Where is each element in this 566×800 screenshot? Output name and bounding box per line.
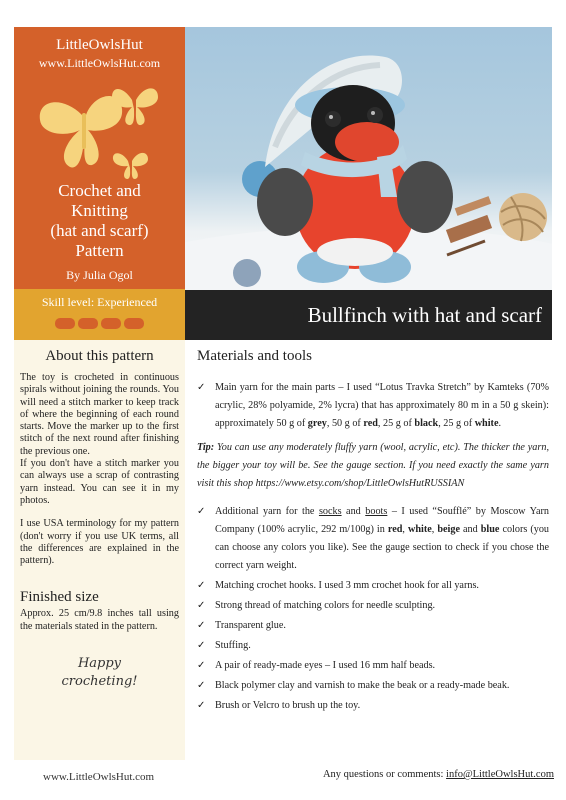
- list-item: [197, 379, 549, 433]
- pattern-title: [14, 181, 185, 285]
- item-text: – I used “Soufflé” by Moscow Yarn Company (100% acrylic, 292 m/100g) in: [215, 506, 549, 535]
- title-bar: [185, 290, 552, 340]
- skill-level-indicator: [14, 318, 185, 329]
- about-paragraph: The toy is crocheted in continuous spirals without joining the rounds. You will need a stitch marker to keep track of where the beginning of each round starts. Move the marker up to the first stitch of the next round after finishing the previous one.: [20, 372, 179, 457]
- color-red: red: [387, 524, 403, 535]
- check-icon: ✓: [197, 580, 206, 591]
- brand-name: LittleOwlsHut: [56, 37, 143, 53]
- check-icon: ✓: [197, 620, 206, 631]
- item-text: .: [498, 418, 502, 429]
- skill-pill: [55, 318, 75, 329]
- item-text: ,: [431, 524, 438, 535]
- list-item: [197, 637, 549, 655]
- color-white: white: [407, 524, 432, 535]
- color-grey: grey: [307, 418, 327, 429]
- right-column: [197, 340, 549, 717]
- skill-level-bar: [14, 289, 185, 340]
- item-text: and: [341, 506, 366, 517]
- left-column: [14, 340, 185, 760]
- item-text: Transparent glue.: [215, 620, 286, 631]
- color-black: black: [414, 418, 439, 429]
- pattern-title-line: Knitting: [71, 201, 128, 220]
- check-icon: ✓: [197, 382, 206, 393]
- finished-size-heading: Finished size: [20, 589, 99, 606]
- item-text: A pair of ready-made eyes – I used 16 mm half beads.: [215, 660, 436, 671]
- socks-link-text: socks: [318, 506, 342, 517]
- tip-text: You can use any moderately fluffy yarn (wool, acrylic, etc). The thicker the yarn, the bigger your toy will be. See the gauge section. If you need exactly the same yarn visit this shop https://www.etsy.com/shop/LittleOwlsHutRUSSIAN: [197, 442, 549, 489]
- skill-pill: [101, 318, 121, 329]
- footer-contact: [323, 769, 554, 780]
- list-item: [197, 657, 549, 675]
- check-icon: ✓: [197, 680, 206, 691]
- list-item: [197, 503, 549, 575]
- materials-list: [197, 503, 549, 715]
- item-text: Additional yarn for the: [215, 506, 319, 517]
- item-text: Stuffing.: [215, 640, 251, 651]
- pattern-title-line: Pattern: [75, 241, 124, 260]
- color-blue: blue: [480, 524, 500, 535]
- happy-crocheting: [14, 655, 185, 691]
- item-text: Black polymer clay and varnish to make the beak or a ready-made beak.: [215, 680, 510, 691]
- materials-heading: Materials and tools: [197, 348, 312, 364]
- skill-level-label: Skill level: Experienced: [41, 295, 158, 309]
- tip-paragraph: [197, 439, 549, 493]
- check-icon: ✓: [197, 640, 206, 651]
- check-icon: ✓: [197, 506, 206, 517]
- list-item: [197, 577, 549, 595]
- item-text: ,: [402, 524, 408, 535]
- materials-list: [197, 379, 549, 433]
- color-red: red: [363, 418, 378, 429]
- check-icon: ✓: [197, 660, 206, 671]
- item-text: and: [459, 524, 481, 535]
- item-text: Brush or Velcro to brush up the toy.: [215, 700, 361, 711]
- about-paragraph: I use USA terminology for my pattern (don't worry if you use UK terms, all the differences are explained in the pattern).: [20, 518, 179, 567]
- item-text: , 50 g of: [326, 418, 364, 429]
- pattern-name: Bullfinch with hat and scarf: [307, 302, 542, 327]
- pattern-author: By Julia Ogol: [66, 268, 133, 282]
- footer: [0, 765, 566, 787]
- about-paragraph: If you don't have a stitch marker you can always use a scrap of contrasting yarn instead. You can see it in my photos.: [20, 458, 179, 506]
- list-item: [197, 617, 549, 635]
- check-icon: ✓: [197, 700, 206, 711]
- list-item: [197, 697, 549, 715]
- color-white: white: [474, 418, 499, 429]
- boots-link-text: boots: [365, 506, 388, 517]
- pattern-title-line: Crochet and: [58, 181, 141, 200]
- item-text: Strong thread of matching colors for needle sculpting.: [215, 600, 436, 611]
- brand-panel: [14, 27, 185, 289]
- item-text: , 25 g of: [438, 418, 475, 429]
- bullfinch-photo: [185, 27, 552, 290]
- butterfly-icon: [32, 75, 172, 195]
- finished-size-body: Approx. 25 cm/9.8 inches tall using the materials stated in the pattern.: [20, 608, 179, 632]
- contact-email-link[interactable]: info@LittleOwlsHut.com: [446, 769, 554, 780]
- happy-line: Happy: [77, 656, 122, 672]
- contact-label: Any questions or comments:: [322, 769, 447, 780]
- item-text: Main yarn for the main parts – I used “Lotus Travka Stretch” by Kamteks (70% acrylic, 28% polyamide, 2% lycra) that has approximately 80 m in a 50 g skein): approximately 50 g of: [215, 382, 549, 429]
- about-body: [14, 365, 185, 567]
- about-heading: About this pattern: [45, 348, 154, 364]
- color-beige: beige: [437, 524, 460, 535]
- tip-label: Tip:: [197, 442, 215, 453]
- skill-pill: [124, 318, 144, 329]
- footer-url[interactable]: www.LittleOwlsHut.com: [43, 771, 155, 783]
- item-text: Matching crochet hooks. I used 3 mm crochet hook for all yarns.: [215, 580, 479, 591]
- list-item: [197, 677, 549, 695]
- list-item: [197, 597, 549, 615]
- pattern-title-line: (hat and scarf): [50, 221, 149, 240]
- item-text: , 25 g of: [377, 418, 415, 429]
- bullfinch-toy-image: [185, 27, 552, 290]
- check-icon: ✓: [197, 600, 206, 611]
- item-text: colors (you can choose any colors you like). See the gauge section to check if you chose the correct yarn weight.: [215, 524, 550, 571]
- skill-pill: [78, 318, 98, 329]
- happy-line: crocheting!: [61, 674, 138, 690]
- brand-url: www.LittleOwlsHut.com: [38, 56, 161, 70]
